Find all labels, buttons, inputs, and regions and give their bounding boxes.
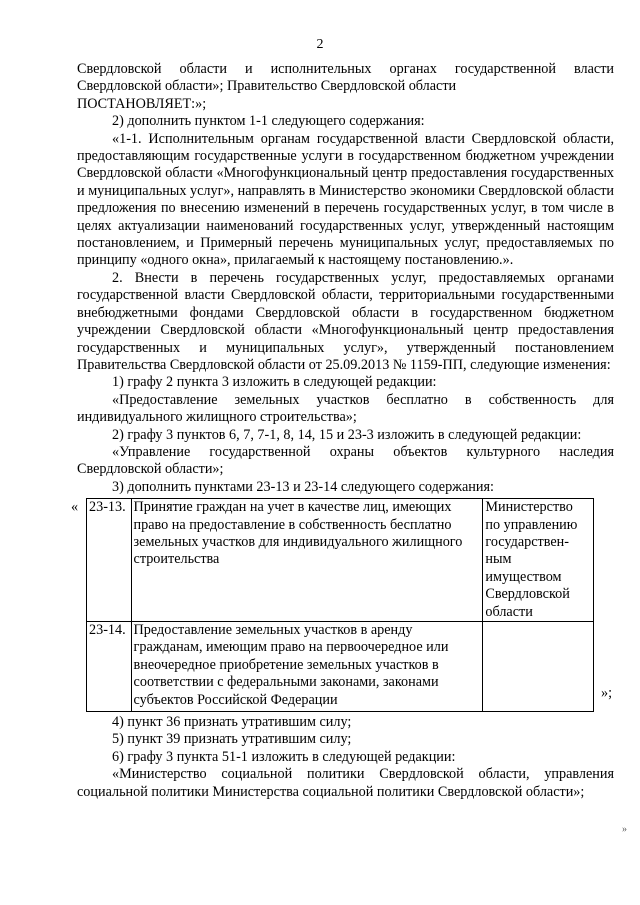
org-line: имуществом bbox=[485, 568, 562, 585]
margin-mark: » bbox=[622, 824, 627, 835]
responsible-organization-continued bbox=[483, 622, 594, 712]
paragraph: «Управление государственной охраны объектов культурного наследия Свердловской области»; bbox=[77, 443, 614, 478]
paragraph: 6) графу 3 пункта 51-1 изложить в следующей редакции: bbox=[112, 748, 456, 765]
row-number: 23-13. bbox=[87, 499, 132, 622]
paragraph: «1-1. Исполнительным органам государственной власти Свердловской области, предоставляющим государственные услуги в государственном бюджетном учреждении Свердловской области «Многофункциональный центр предоставления государственных и муниципальных услуг», направлять в Министерство экономики Свердловской области предложения по внесению изменений в перечень государственных услуг, в том числе в целях актуализации наименований государственных услуг, утвержденный настоящим постановлением, и Примерный перечень муниципальных услуг, предоставляемых по принципу «одного окна», прилагаемый к настоящему постановлению.». bbox=[77, 130, 614, 269]
org-line: Свердловской bbox=[485, 586, 570, 603]
org-line: области bbox=[485, 603, 533, 620]
row-number: 23-14. bbox=[87, 622, 132, 712]
paragraph: 4) пункт 36 признать утратившим силу; bbox=[112, 714, 352, 730]
paragraph: 2) графу 3 пунктов 6, 7, 7-1, 8, 14, 15 и 23-3 изложить в следующей редакции: bbox=[112, 426, 582, 443]
paragraph: 2. Внести в перечень государственных услуг, предоставляемых органами государственной власти Свердловской области, территориальными государственными внебюджетными фондами Свердловской области в государственном бюджетном учреждении Свердловской области «Многофункциональный центр предоставления государственных и муниципальных услуг», утвержденный постановлением Правительства Свердловской области от 25.09.2013 № 1159-ПП, следующие изменения: bbox=[77, 269, 614, 373]
table-row bbox=[87, 622, 594, 712]
paragraph: 5) пункт 39 признать утратившим силу; bbox=[112, 731, 352, 748]
org-line: ным bbox=[485, 551, 512, 568]
paragraph: ПОСТАНОВЛЯЕТ:»; bbox=[77, 95, 207, 112]
paragraphs-before bbox=[77, 61, 614, 479]
org-line: Министерство bbox=[485, 499, 573, 516]
row-description: Предоставление земельных участков в аренду гражданам, имеющим право на первоочередное или внеочередное приобретение земельных участков в соответствии с федеральными законами, законами субъектов Российской Федерации bbox=[131, 622, 483, 712]
quote-open: « bbox=[71, 499, 79, 516]
paragraph: 1) графу 2 пункта 3 изложить в следующей редакции: bbox=[112, 374, 437, 391]
document-body bbox=[71, 61, 614, 801]
page-number: 2 bbox=[316, 37, 324, 52]
quote-close: »; bbox=[601, 685, 613, 702]
paragraph: Свердловской области и исполнительных органах государственной власти Свердловской области»; Правительство Свердловской области bbox=[77, 61, 614, 95]
row-description: Принятие граждан на учет в качестве лиц, имеющих право на предоставление в собственность бесплатно земельных участков для индивидуального жилищного строительства bbox=[131, 499, 483, 622]
paragraph: «Министерство социальной политики Свердловской области, управления социальной политики Министерства социальной политики Свердловской области»; bbox=[77, 766, 614, 800]
table-row bbox=[87, 499, 594, 622]
paragraph: 2) дополнить пунктом 1-1 следующего содержания: bbox=[112, 113, 425, 130]
responsible-organization bbox=[483, 499, 594, 622]
org-line: по управлению bbox=[485, 516, 578, 533]
paragraph: «Предоставление земельных участков бесплатно в собственность для индивидуального жилищного строительства»; bbox=[77, 391, 614, 426]
amendment-table-block bbox=[71, 498, 614, 712]
table-intro: 3) дополнить пунктами 23-13 и 23-14 следующего содержания: bbox=[112, 478, 494, 495]
paragraphs-after bbox=[77, 714, 614, 801]
services-table bbox=[86, 498, 594, 712]
org-line: государствен- bbox=[485, 533, 569, 550]
